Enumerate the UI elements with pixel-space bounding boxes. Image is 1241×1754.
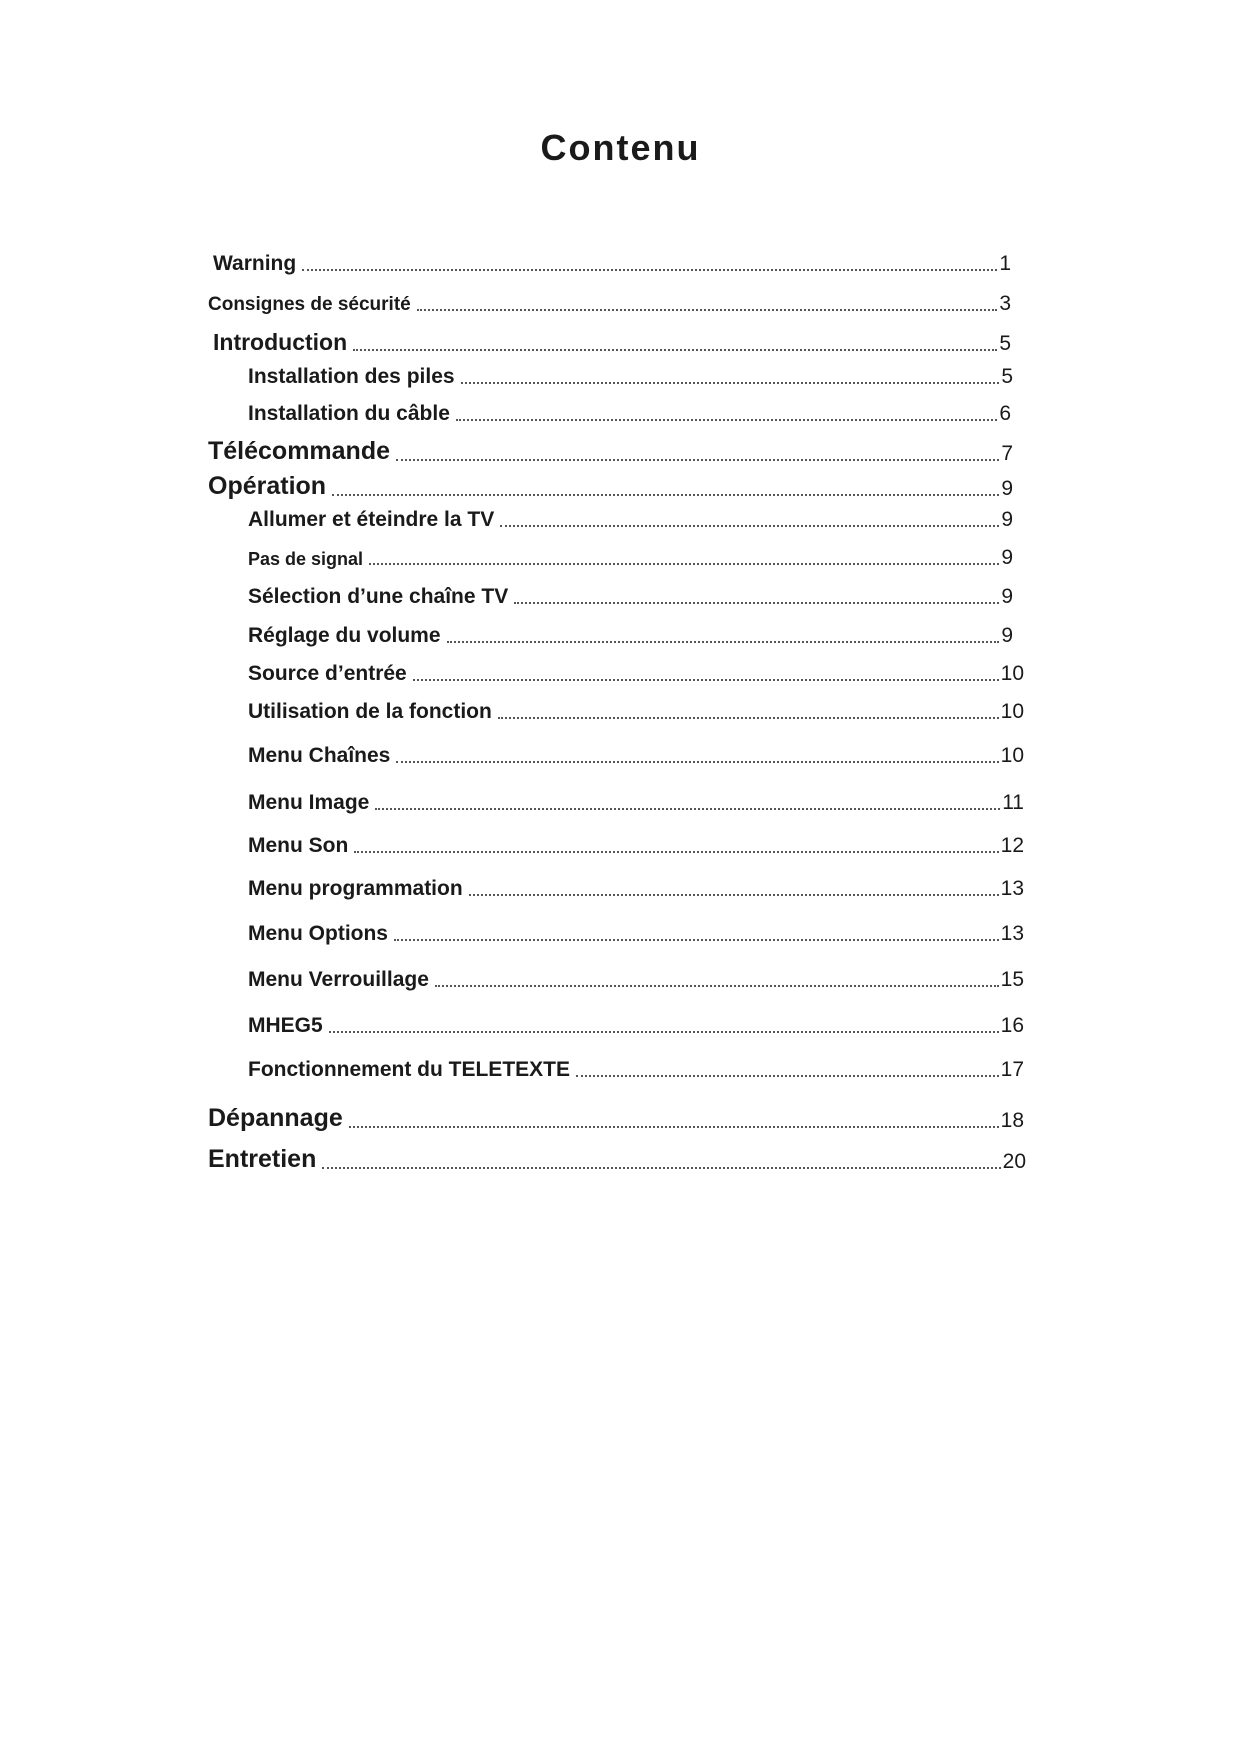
toc-entry-page: 16: [1000, 1014, 1024, 1037]
toc-entry-page: 9: [1001, 585, 1013, 608]
dot-leader: [396, 761, 998, 763]
toc-entry-page: 11: [1002, 791, 1024, 814]
dot-leader: [417, 309, 998, 311]
toc-entry-allumer-et-eteindre[interactable]: [248, 508, 1013, 532]
toc-entry-installation-du-cable[interactable]: [248, 402, 1011, 426]
toc-entry-menu-image[interactable]: [248, 791, 1024, 815]
toc-entry-label: Réglage du volume: [248, 624, 441, 647]
toc-entry-label: Consignes de sécurité: [208, 294, 411, 315]
dot-leader: [322, 1167, 1000, 1169]
toc-entry-label: Utilisation de la fonction: [248, 700, 492, 723]
toc-entry-page: 13: [1000, 922, 1024, 945]
toc-entry-page: 5: [1001, 365, 1013, 388]
dot-leader: [329, 1031, 999, 1033]
toc-entry-utilisation-de-la-fonction[interactable]: [248, 700, 1024, 724]
dot-leader: [413, 679, 999, 681]
toc-entry-label: Entretien: [208, 1145, 317, 1173]
toc-entry-page: 20: [1002, 1150, 1026, 1173]
toc-entry-page: 7: [1001, 442, 1013, 465]
toc-entry-reglage-du-volume[interactable]: [248, 624, 1013, 648]
toc-entry-installation-des-piles[interactable]: [248, 365, 1013, 389]
toc-entry-page: 15: [1000, 968, 1024, 991]
toc-entry-introduction[interactable]: [213, 329, 1011, 356]
toc-entry-label: Menu Son: [248, 834, 349, 857]
toc-entry-label: Warning: [213, 252, 297, 275]
toc-entry-page: 1: [999, 252, 1011, 275]
toc-entry-label: Introduction: [213, 329, 348, 355]
dot-leader: [514, 602, 999, 604]
dot-leader: [353, 349, 997, 351]
toc-entry-label: Télécommande: [208, 437, 391, 465]
dot-leader: [469, 894, 999, 896]
dot-leader: [369, 563, 999, 565]
dot-leader: [447, 641, 1000, 643]
toc-entry-fonctionnement-teletexte[interactable]: [248, 1058, 1024, 1082]
toc-entry-pas-de-signal[interactable]: [248, 546, 1013, 570]
toc-entry-page: 17: [1000, 1058, 1024, 1081]
toc-entry-page: 13: [1000, 877, 1024, 900]
page-title: Contenu: [540, 127, 701, 168]
toc-entry-page: 18: [1000, 1109, 1024, 1132]
toc-entry-label: Dépannage: [208, 1104, 343, 1132]
toc-entry-label: Menu Chaînes: [248, 744, 391, 767]
toc-entry-selection-chaine-tv[interactable]: [248, 585, 1013, 609]
toc-entry-label: Sélection d’une chaîne TV: [248, 585, 509, 608]
toc-entry-menu-verrouillage[interactable]: [248, 968, 1024, 992]
toc-entry-label: Opération: [208, 472, 327, 500]
toc-entry-telecommande[interactable]: [208, 437, 1013, 466]
toc-entry-label: Menu Image: [248, 791, 370, 814]
toc-entry-source-dentree[interactable]: [248, 662, 1024, 686]
dot-leader: [456, 419, 997, 421]
dot-leader: [500, 525, 999, 527]
toc-entry-page: 9: [1001, 624, 1013, 647]
toc-entry-page: 9: [1001, 477, 1013, 500]
toc-entry-warning[interactable]: [213, 252, 1011, 276]
toc-entry-menu-chaines[interactable]: [248, 744, 1024, 768]
toc-entry-label: Pas de signal: [248, 549, 364, 569]
toc-entry-operation[interactable]: [208, 472, 1013, 501]
toc-entry-menu-programmation[interactable]: [248, 877, 1024, 901]
toc-entry-label: Installation des piles: [248, 365, 455, 388]
dot-leader: [435, 985, 999, 987]
toc-entry-label: Source d’entrée: [248, 662, 407, 685]
dot-leader: [302, 269, 997, 271]
toc-entry-entretien[interactable]: [208, 1145, 1026, 1174]
toc-entry-page: 6: [999, 402, 1011, 425]
toc-entry-menu-options[interactable]: [248, 922, 1024, 946]
dot-leader: [354, 851, 998, 853]
toc-entry-label: MHEG5: [248, 1014, 323, 1037]
toc-entry-label: Allumer et éteindre la TV: [248, 508, 495, 531]
dot-leader: [349, 1126, 999, 1128]
toc-entry-page: 10: [1000, 744, 1024, 767]
toc-entry-page: 9: [1001, 508, 1013, 531]
toc-entry-menu-son[interactable]: [248, 834, 1024, 858]
toc-entry-page: 12: [1000, 834, 1024, 857]
dot-leader: [332, 494, 999, 496]
toc-entry-label: Menu programmation: [248, 877, 463, 900]
toc-entry-page: 10: [1000, 662, 1024, 685]
toc-entry-depannage[interactable]: [208, 1104, 1024, 1133]
dot-leader: [394, 939, 999, 941]
toc-entry-label: Menu Verrouillage: [248, 968, 429, 991]
toc-entry-label: Fonctionnement du TELETEXTE: [248, 1058, 570, 1081]
toc-entry-consignes-de-securite[interactable]: [208, 292, 1011, 316]
toc-entry-label: Installation du câble: [248, 402, 450, 425]
dot-leader: [461, 382, 1000, 384]
toc-entry-label: Menu Options: [248, 922, 388, 945]
toc-entry-page: 9: [1001, 546, 1013, 569]
dot-leader: [396, 459, 999, 461]
toc-entry-page: 3: [999, 292, 1011, 315]
toc-entry-page: 5: [999, 332, 1011, 355]
dot-leader: [498, 717, 999, 719]
dot-leader: [375, 808, 1000, 810]
dot-leader: [576, 1075, 999, 1077]
toc-entry-page: 10: [1000, 700, 1024, 723]
toc-entry-mheg5[interactable]: [248, 1014, 1024, 1038]
